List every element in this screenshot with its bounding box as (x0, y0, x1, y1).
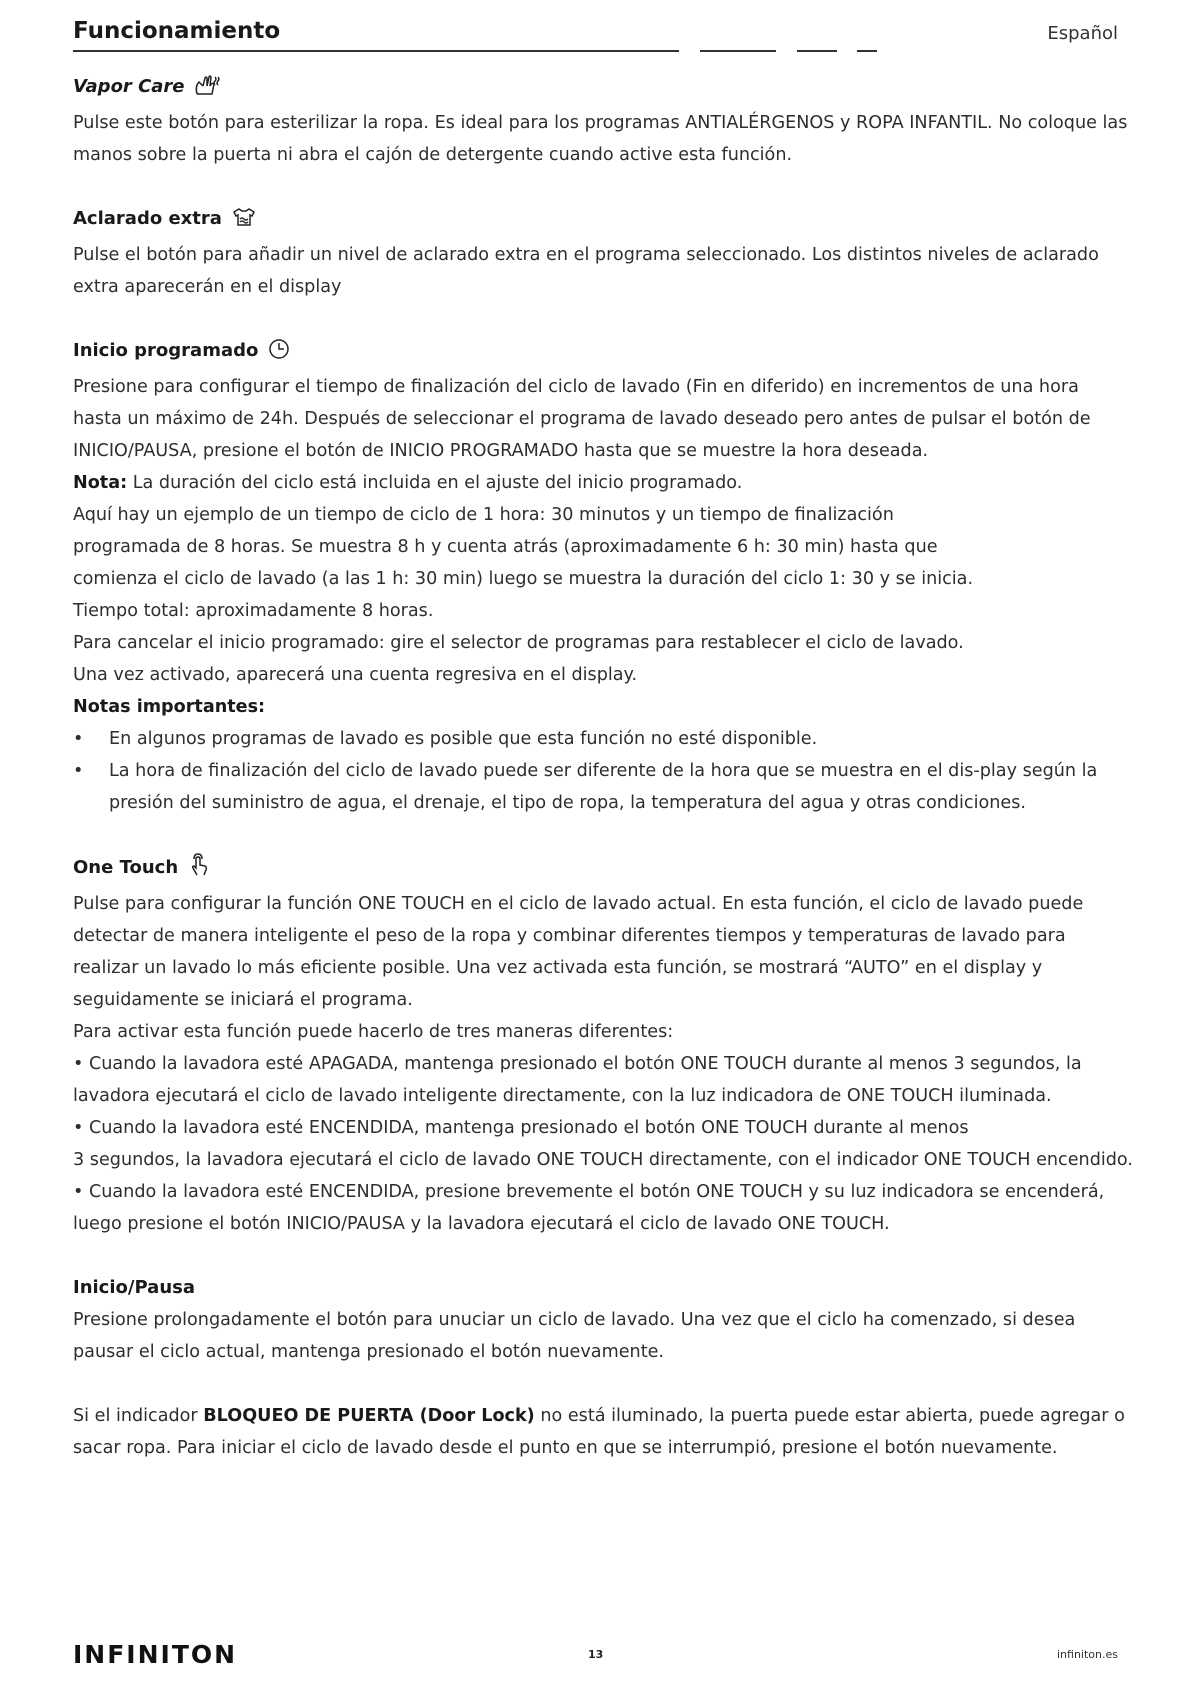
note-label: Nota: (73, 473, 128, 493)
example-line: comienza el ciclo de lavado (a las 1 h: 30 min) luego se muestra la duración del ciclo 1: 30 y se inicia. (73, 569, 974, 589)
section-inicio-programado (73, 335, 1133, 819)
list-item: • Cuando la lavadora esté APAGADA, mantenga presionado el botón ONE TOUCH durante al menos 3 segundos, la lavadora ejecutará el ciclo de lavado inteligente directamente, con la luz indicadora de ONE TOUCH iluminada. (73, 1054, 1082, 1106)
paragraph: Pulse el botón para añadir un nivel de aclarado extra en el programa seleccionado. Los distintos niveles de aclarado extra aparecerán en el display (73, 245, 1099, 297)
section-heading: One Touch (73, 851, 1133, 888)
page-number: 13 (588, 1648, 604, 1661)
section-heading: Aclarado extra (73, 203, 1133, 239)
section-one-touch (73, 851, 1133, 1240)
section-aclarado-extra (73, 203, 1133, 303)
paragraph: Para activar esta función puede hacerlo de tres maneras diferentes: (73, 1022, 674, 1042)
rinse-shirt-icon (230, 206, 258, 239)
paragraph: Presione prolongadamente el botón para unuciar un ciclo de lavado. Una vez que el ciclo ha comenzado, si desea pausar el ciclo actual, mantenga presionado el botón nuevamente. (73, 1310, 1076, 1362)
door-lock-label: BLOQUEO DE PUERTA (Door Lock) (203, 1406, 535, 1426)
notes-heading: Notas importantes: (73, 697, 266, 717)
paragraph: Si el indicador BLOQUEO DE PUERTA (Door Lock) no está iluminado, la puerta puede estar abierta, puede agregar o sacar ropa. Para iniciar el ciclo de lavado desde el punto en que se interrumpió, presione el botón nuevamente. (73, 1406, 1125, 1458)
touch-finger-icon (186, 851, 212, 888)
brand-logo: INFINITON (73, 1640, 238, 1669)
header-rule-dash (797, 50, 837, 52)
language-label: Español (1047, 23, 1118, 44)
header-rule-dash (700, 50, 776, 52)
section-door-lock (73, 1400, 1133, 1464)
section-vapor-care (73, 71, 1133, 171)
cancel-line: Para cancelar el inicio programado: gire el selector de programas para restablecer el ciclo de lavado. (73, 633, 964, 653)
total-time: Tiempo total: aproximadamente 8 horas. (73, 601, 434, 621)
page-section-title: Funcionamiento (73, 18, 281, 44)
paragraph: Pulse este botón para esterilizar la ropa. Es ideal para los programas ANTIALÉRGENOS y ROPA INFANTIL. No coloque las manos sobre la puerta ni abra el cajón de detergente cuando active esta función. (73, 113, 1128, 165)
section-inicio-pausa (73, 1272, 1133, 1368)
example-line: programada de 8 horas. Se muestra 8 h y cuenta atrás (aproximadamente 6 h: 30 min) hasta que (73, 537, 938, 557)
section-heading: Inicio/Pausa (73, 1277, 195, 1298)
list-item: • Cuando la lavadora esté ENCENDIDA, mantenga presionado el botón ONE TOUCH durante al menos (73, 1118, 969, 1138)
clock-icon (266, 338, 292, 371)
list-item-continued: 3 segundos, la lavadora ejecutará el ciclo de lavado ONE TOUCH directamente, con el indicador ONE TOUCH encendido. (73, 1150, 1133, 1170)
manual-content (73, 71, 1133, 1464)
list-item: • Cuando la lavadora esté ENCENDIDA, presione brevemente el botón ONE TOUCH y su luz indicadora se encenderá, luego presione el botón INICIO/PAUSA y la lavadora ejecutará el ciclo de lavado ONE TOUCH. (73, 1182, 1105, 1234)
list-item: • En algunos programas de lavado es posible que esta función no esté disponible. (73, 729, 818, 749)
cancel-line: Una vez activado, aparecerá una cuenta regresiva en el display. (73, 665, 638, 685)
example-line: Aquí hay un ejemplo de un tiempo de ciclo de 1 hora: 30 minutos y un tiempo de finalización (73, 505, 894, 525)
section-heading: Inicio programado (73, 335, 1133, 371)
paragraph: Presione para configurar el tiempo de finalización del ciclo de lavado (Fin en diferido) en incrementos de una hora hasta un máximo de 24h. Después de seleccionar el programa de lavado deseado pero antes de pulsar el botón de INICIO/PAUSA, presione el botón de INICIO PROGRAMADO hasta que se muestre la hora deseada. (73, 377, 1091, 461)
section-heading: Vapor Care (73, 71, 1133, 107)
steam-hand-icon (193, 74, 221, 107)
website-label: infiniton.es (1057, 1648, 1118, 1661)
list-item: • La hora de finalización del ciclo de lavado puede ser diferente de la hora que se muestra en el dis-play según la presión del suministro de agua, el drenaje, el tipo de ropa, la temperatura del agua y otras condiciones. (73, 761, 1098, 813)
header-rule-dash (857, 50, 877, 52)
paragraph: Pulse para configurar la función ONE TOUCH en el ciclo de lavado actual. En esta función, el ciclo de lavado puede detectar de manera inteligente el peso de la ropa y combinar diferentes tiempos y temperaturas de lavado para realizar un lavado lo más eficiente posible. Una vez activada esta función, se mostrará “AUTO” en el display y seguidamente se iniciará el programa. (73, 894, 1084, 1010)
header-rule (73, 50, 679, 52)
note: Nota: La duración del ciclo está incluida en el ajuste del inicio programado. (73, 473, 743, 493)
